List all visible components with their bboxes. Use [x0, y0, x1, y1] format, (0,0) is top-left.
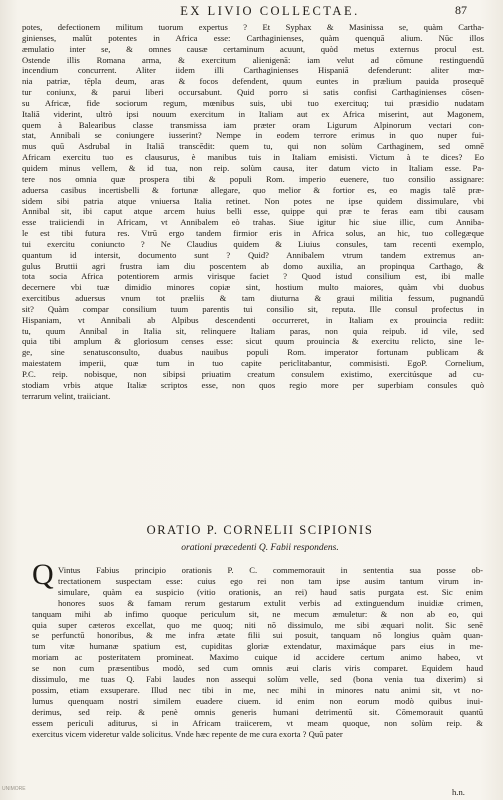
text-line: essem periculi aditurus, si in Africam traiicerem, vt meam quoque, non solùm reip. &: [32, 717, 483, 728]
oration-subtitle: orationi præcedenti Q. Fabii respondens.: [181, 543, 339, 553]
text-line: potes, defectionem militum tuorum expertus ? Et Syphax & Masinissa se, quàm Cartha-: [22, 22, 484, 32]
text-line: terrarum velint, traiiciant.: [22, 390, 111, 401]
text-line: possim, etiam exsuperare. Illud nec tibi in me, nec mihi in minores natu animi sit, vt no-: [32, 684, 483, 695]
text-line: aduersa casibus incertisbelli & fortunæ allegare, quo melior & fortior es, eo magis talē præ-: [22, 184, 484, 195]
text-line: quidem minus vellem, & id tua, non reip. solùm causa, iter datum victo in Italiam esse. Pa-: [22, 162, 484, 173]
text-line: decernere vbi tuæ dimidio minores copiæ sint, hostium multo maiores, quàm vbi duobus: [22, 282, 484, 293]
text-line: ginienses, malūt potentes in Africa esse: Carthaginienses, quàm quenquā alium. Nūc illos: [22, 32, 484, 43]
text-line: Africam exercitu tuo es clausurus, è manibus tuis in Italiam emisisti. Victum à te dices? Eo: [22, 152, 484, 163]
text-line: exercitus vicem videretur valde solicitus. Vnde hæc repente de me cura exorta ? Quū pater: [32, 728, 343, 739]
text-line: æmulatio inter se, & omnes causæ certaminum acuunt, quòd metus externus procul est.: [22, 43, 484, 54]
catchword: h.n.: [452, 787, 465, 797]
drop-cap: Q: [32, 558, 54, 591]
text-line: moriam ac posteritatem promineat. Maximo cuique id accidere certum animo habeo, vt: [32, 652, 483, 663]
text-line: ge, sine senatusconsulto, duabus nauibus populi Rom. imperator fortunam publicam &: [22, 347, 484, 358]
text-line: mus quū Asdrubal in Italiā transcēdit: quem tu, qui non solùm Carthaginem, sed omnē: [22, 141, 484, 152]
text-line: quem à Balearibus classe transmissa iam præter oram Ligurum Alpinorum vectari con-: [22, 119, 484, 130]
page-number: 87: [455, 3, 467, 17]
text-line: se perfunctū honoribus, & me infra ætate filii sui posuit, tanquam nō longius quàm quan-: [32, 630, 483, 641]
text-line: gulus Bruttii agri frustra iam diu poscentem ab domo auxilia, an propinqua Carthago, &: [22, 260, 484, 271]
text-line: dissimulo, me tuas Q. Fabi laudes non assequi solùm velle, sed (bona venia tua dixerim) si: [32, 674, 483, 685]
text-line: se non cum præsentibus modò, sed cum omnis æui claris viris comparet. Equidem haud: [32, 663, 483, 674]
text-line: derimus, sed reip. & penè omnis generis humani detrimentū sit. Cōmemorauit quantū: [32, 706, 483, 717]
text-line: Annibal sit, ibi caput atque arcem huius belli esse, quippe qui præ te feras eam tibi causam: [22, 206, 484, 217]
text-line: sit? Quàm compar consilium tuum parentis tui consilio sit, reputa. Ille consul profectus in: [22, 303, 484, 314]
text-line: quia super cæteros excellat, quo me quoq; niti nō dissimulo, me sibi æquari nolit. Sic senē: [32, 619, 483, 630]
running-head: EX LIVIO COLLECTAE.: [180, 4, 360, 18]
text-line: tere nos omnia quæ prospera tibi & populi Rom. imperio euenere, tuo consilio assignare:: [22, 173, 484, 184]
text-line: tu, quum Annibal in Italia sit, relinquere Italiam paras, non quia reipub. id vile, sed: [22, 325, 484, 336]
oration-title: ORATIO P. CORNELII SCIPIONIS: [146, 523, 374, 537]
text-line: Ostende illis Romana arma, & exercitum alienigenā: iam velut ad cōmune restinguendū: [22, 54, 484, 65]
text-line: tum vitæ humanæ spatium est, cupiditas gloriæ extendatur, maximáque pars eius in me-: [32, 641, 483, 652]
library-stamp: UNIMORE: [2, 786, 26, 792]
text-line: stat, Annibali se coniungere iusserint? Nempe in eodem terrore erimus in quo nuper fui-: [22, 130, 484, 141]
text-line: incendium concurrent. Aliter iidem illi Carthaginienses Hispaniā defenderunt: aliter mœ-: [22, 65, 484, 76]
text-line: Hispaniam, vt Annibali ab Alpibus descendenti occurreret, in Italiam ex prouincia rediit:: [22, 314, 484, 325]
body-paragraph: [22, 22, 484, 402]
text-line: tui exercitu coniuncto ? Ne Claudius quidem & Liuius consules, tam recenti exemplo,: [22, 238, 484, 249]
text-line: sidem sibi patria atque vniuersa Italia retinet. Non potes ne ipse quidem dissimulare, vbi: [22, 195, 484, 206]
text-line: Italiā viderint, ultrò ipsi nouum exercitum in Italiam aut ex Africa miserint, aut Magonem,: [22, 108, 484, 119]
text-line: P.C. reip. nobisque, non sibipsi priuatim creatum consulem existimo, exercitúsque ad cu-: [22, 369, 484, 379]
text-line: tanquam mihi ab infimo quoque periculum sit, ne mecum æmuletur: & non ab eo, qui: [32, 608, 483, 619]
text-line: tur coniunx, & parui liberi occursabunt. Quid porro si satis confisi Carthaginienses cōsen-: [22, 87, 484, 98]
text-line: le est tibi futura res. Vtrū ergo tandem firmior eris in Africa solus, an hic, tuo collegæque: [22, 228, 484, 239]
text-line: quantum id intersit, documento sunt ? Quid? Annibalem vtrum tandem extremus an-: [22, 249, 484, 260]
text-line: trectationem suspectam esse: cuius ego rei non tam ipse ausim tantum virum in-: [58, 575, 483, 586]
text-line: simulare, quàm ea suspicio (vitio orationis, an rei) haud satis purgata est. Sic enim: [58, 586, 483, 597]
text-line: quia tibi amplum & gloriosum censes esse: sicut quum prouincia & exercitu relicto, sine le-: [22, 336, 484, 347]
text-line: lumus quenquam nostri similem euadere ciuem. id enim non eorum modò quibus inui-: [32, 695, 483, 706]
text-line: su Africæ, fide sociorum regum, mœnibus suis, ubi tuo exercituq; tui præsidio nudatam: [22, 97, 484, 108]
text-line: nia patriæ, tēpla deum, aras & focos defendent, quum euntes in prælium pauida prosequē: [22, 76, 484, 87]
text-line: tota socia Africa potentiorem armis virisque faciet ? Quod istud consilium est, ibi malle: [22, 271, 484, 282]
text-line: exercitibus aduersus vnum tot præliis & tam diuturna & graui militia fessum, pugnandū: [22, 293, 484, 304]
text-line: stodiam vrbis atque Italiæ scriptos esse, non quos regio more per superbiam consules quò: [22, 379, 484, 390]
text-line: esse traiiciendi in Africam, vt Annibalem eò trahas. Siue igitur hic siue illic, cum Anniba-: [22, 217, 484, 228]
text-line: maiestatem imperii, quæ tum in tuo capite periclitabantur, commisisti. EgoP. Cornelium,: [22, 358, 484, 369]
text-line: Vintus Fabius principio orationis P. C. commemorauit in sententia sua posse ob-: [58, 565, 483, 575]
oration-text: [32, 565, 483, 740]
text-line: honores suos & famam rerum gestarum extulit verbis ad extinguendum inuidiæ crimen,: [58, 597, 483, 608]
